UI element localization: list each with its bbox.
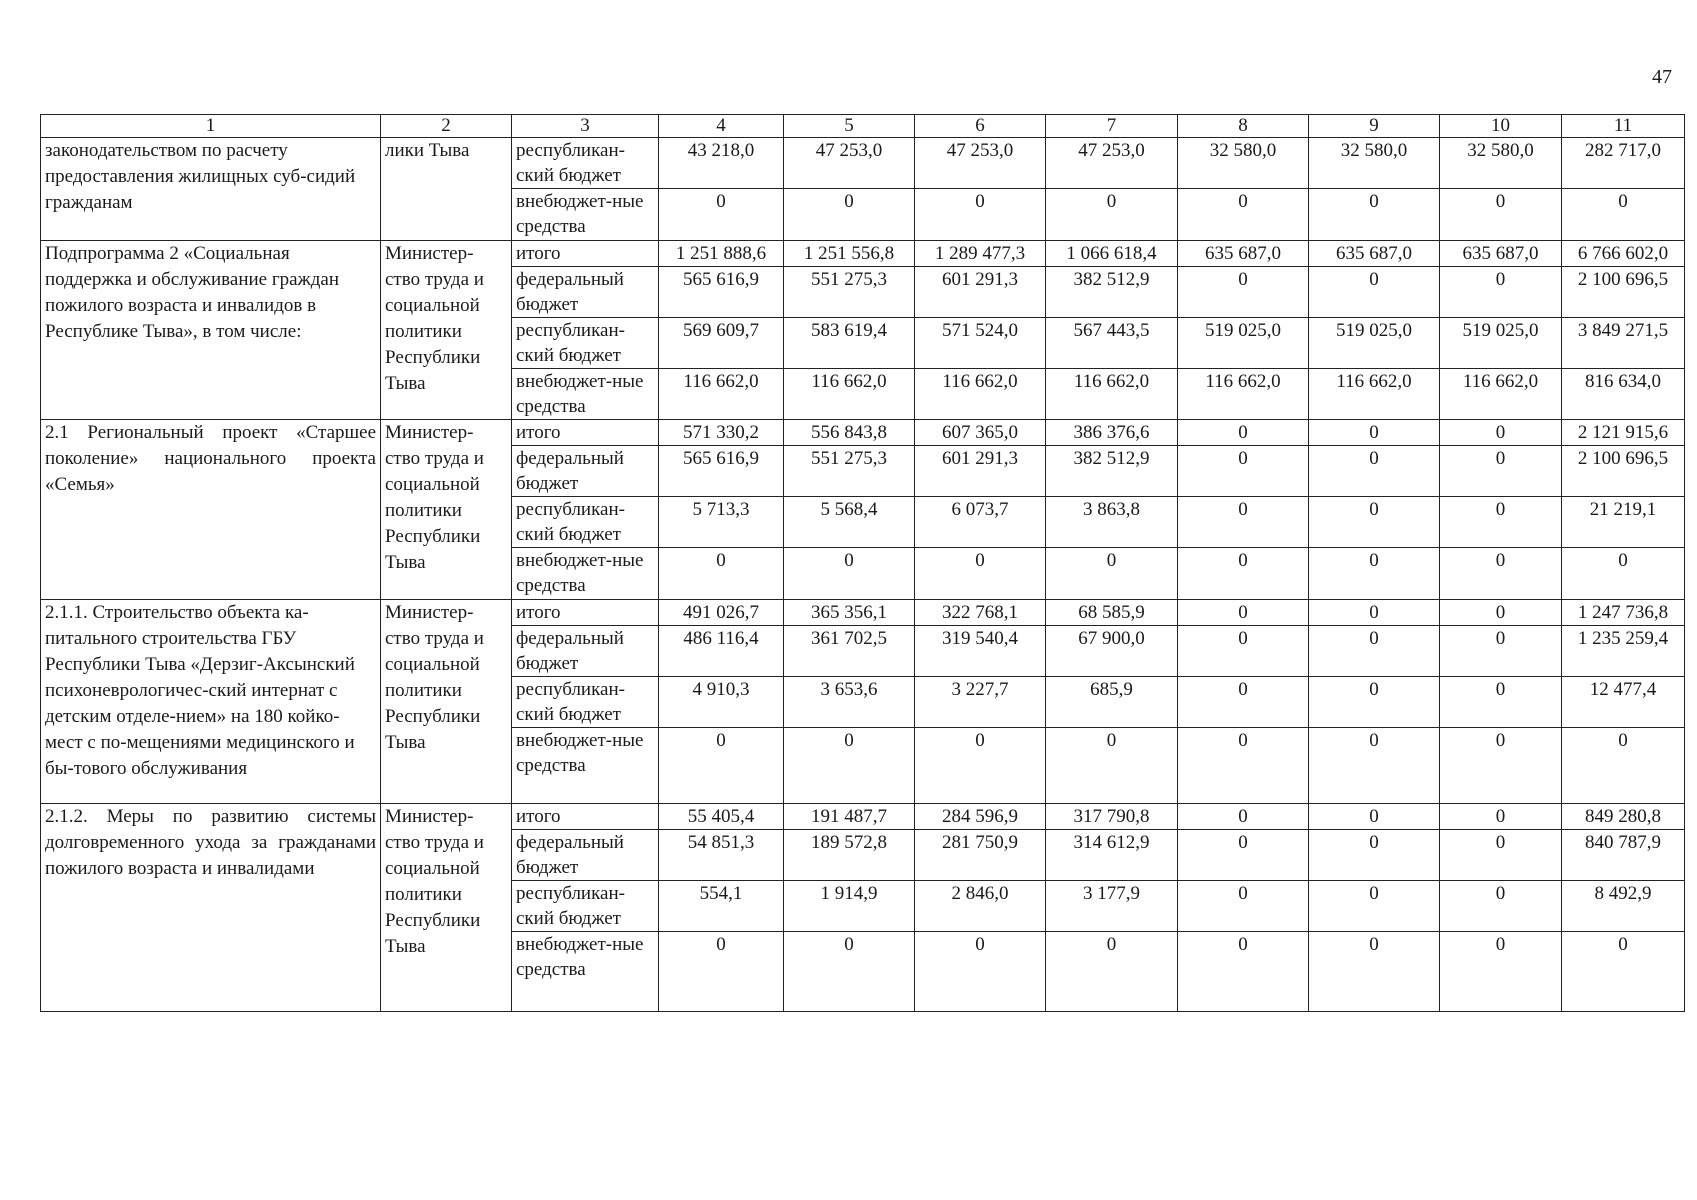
value-cell: 0 xyxy=(1309,626,1440,677)
value-cell: 551 275,3 xyxy=(784,267,915,318)
page-number: 47 xyxy=(1652,66,1672,88)
value-cell: 607 365,0 xyxy=(915,420,1046,446)
value-cell: 382 512,9 xyxy=(1046,446,1178,497)
value-cell: 0 xyxy=(784,932,915,1012)
value-cell: 0 xyxy=(784,189,915,241)
value-cell: 314 612,9 xyxy=(1046,830,1178,881)
value-cell: 0 xyxy=(915,728,1046,804)
value-cell: 12 477,4 xyxy=(1562,677,1685,728)
value-cell: 0 xyxy=(1178,548,1309,600)
value-cell: 0 xyxy=(1178,881,1309,932)
value-cell: 0 xyxy=(1562,189,1685,241)
value-cell: 116 662,0 xyxy=(915,369,1046,420)
value-cell: 685,9 xyxy=(1046,677,1178,728)
value-cell: 2 846,0 xyxy=(915,881,1046,932)
funding-source: внебюджет-ные средства xyxy=(512,189,659,241)
value-cell: 284 596,9 xyxy=(915,804,1046,830)
value-cell: 67 900,0 xyxy=(1046,626,1178,677)
value-cell: 0 xyxy=(1309,446,1440,497)
value-cell: 840 787,9 xyxy=(1562,830,1685,881)
value-cell: 189 572,8 xyxy=(784,830,915,881)
value-cell: 569 609,7 xyxy=(659,318,784,369)
value-cell: 0 xyxy=(784,728,915,804)
value-cell: 6 766 602,0 xyxy=(1562,241,1685,267)
value-cell: 0 xyxy=(1440,626,1562,677)
value-cell: 0 xyxy=(1178,267,1309,318)
value-cell: 0 xyxy=(1309,677,1440,728)
value-cell: 0 xyxy=(1178,728,1309,804)
value-cell: 32 580,0 xyxy=(1309,138,1440,189)
value-cell: 551 275,3 xyxy=(784,446,915,497)
value-cell: 0 xyxy=(1178,189,1309,241)
value-cell: 0 xyxy=(915,189,1046,241)
value-cell: 0 xyxy=(1440,420,1562,446)
funding-source: внебюджет-ные средства xyxy=(512,932,659,1012)
value-cell: 571 330,2 xyxy=(659,420,784,446)
value-cell: 0 xyxy=(659,932,784,1012)
funding-source: внебюджет-ные средства xyxy=(512,548,659,600)
value-cell: 0 xyxy=(1178,420,1309,446)
column-number: 8 xyxy=(1178,115,1309,138)
value-cell: 0 xyxy=(1309,804,1440,830)
value-cell: 5 713,3 xyxy=(659,497,784,548)
value-cell: 1 247 736,8 xyxy=(1562,600,1685,626)
funding-source: республикан-ский бюджет xyxy=(512,677,659,728)
value-cell: 0 xyxy=(1046,728,1178,804)
value-cell: 601 291,3 xyxy=(915,267,1046,318)
funding-source: итого xyxy=(512,804,659,830)
funding-source: итого xyxy=(512,241,659,267)
value-cell: 322 768,1 xyxy=(915,600,1046,626)
value-cell: 6 073,7 xyxy=(915,497,1046,548)
value-cell: 0 xyxy=(1440,189,1562,241)
value-cell: 0 xyxy=(1178,446,1309,497)
value-cell: 116 662,0 xyxy=(1440,369,1562,420)
value-cell: 816 634,0 xyxy=(1562,369,1685,420)
table-row xyxy=(41,420,1685,446)
value-cell: 68 585,9 xyxy=(1046,600,1178,626)
value-cell: 1 235 259,4 xyxy=(1562,626,1685,677)
value-cell: 0 xyxy=(1440,728,1562,804)
value-cell: 571 524,0 xyxy=(915,318,1046,369)
value-cell: 0 xyxy=(1440,881,1562,932)
value-cell: 0 xyxy=(1046,932,1178,1012)
value-cell: 0 xyxy=(1178,804,1309,830)
value-cell: 0 xyxy=(1046,548,1178,600)
table-row xyxy=(41,600,1685,626)
value-cell: 583 619,4 xyxy=(784,318,915,369)
funding-source: федеральный бюджет xyxy=(512,446,659,497)
value-cell: 554,1 xyxy=(659,881,784,932)
value-cell: 1 251 556,8 xyxy=(784,241,915,267)
value-cell: 0 xyxy=(1309,932,1440,1012)
value-cell: 3 849 271,5 xyxy=(1562,318,1685,369)
row-description: 2.1 Региональный проект «Старшее поколение» национального проекта «Семья» xyxy=(41,420,381,600)
value-cell: 0 xyxy=(784,548,915,600)
value-cell: 0 xyxy=(659,189,784,241)
value-cell: 282 717,0 xyxy=(1562,138,1685,189)
funding-source: внебюджет-ные средства xyxy=(512,728,659,804)
column-number: 4 xyxy=(659,115,784,138)
value-cell: 386 376,6 xyxy=(1046,420,1178,446)
value-cell: 567 443,5 xyxy=(1046,318,1178,369)
value-cell: 0 xyxy=(1440,497,1562,548)
value-cell: 116 662,0 xyxy=(1178,369,1309,420)
value-cell: 0 xyxy=(1562,932,1685,1012)
row-executor: Министер-ство труда и социальной политики Республики Тыва xyxy=(381,241,512,420)
value-cell: 3 653,6 xyxy=(784,677,915,728)
value-cell: 47 253,0 xyxy=(915,138,1046,189)
value-cell: 55 405,4 xyxy=(659,804,784,830)
value-cell: 191 487,7 xyxy=(784,804,915,830)
value-cell: 2 100 696,5 xyxy=(1562,446,1685,497)
row-executor: лики Тыва xyxy=(381,138,512,241)
value-cell: 0 xyxy=(1309,548,1440,600)
value-cell: 0 xyxy=(1178,600,1309,626)
value-cell: 0 xyxy=(1440,446,1562,497)
value-cell: 382 512,9 xyxy=(1046,267,1178,318)
funding-source: федеральный бюджет xyxy=(512,626,659,677)
funding-source: итого xyxy=(512,420,659,446)
row-executor: Министер-ство труда и социальной политики Республики Тыва xyxy=(381,804,512,1012)
value-cell: 0 xyxy=(1440,932,1562,1012)
value-cell: 361 702,5 xyxy=(784,626,915,677)
column-number-row xyxy=(41,115,1685,138)
value-cell: 519 025,0 xyxy=(1309,318,1440,369)
value-cell: 5 568,4 xyxy=(784,497,915,548)
value-cell: 0 xyxy=(1440,600,1562,626)
value-cell: 32 580,0 xyxy=(1178,138,1309,189)
value-cell: 47 253,0 xyxy=(1046,138,1178,189)
funding-source: республикан-ский бюджет xyxy=(512,881,659,932)
value-cell: 0 xyxy=(915,548,1046,600)
row-description: Подпрограмма 2 «Социальная поддержка и обслуживание граждан пожилого возраста и инвалидов в Республике Тыва», в том числе: xyxy=(41,241,381,420)
value-cell: 319 540,4 xyxy=(915,626,1046,677)
table-row xyxy=(41,138,1685,189)
value-cell: 519 025,0 xyxy=(1440,318,1562,369)
column-number: 7 xyxy=(1046,115,1178,138)
value-cell: 1 251 888,6 xyxy=(659,241,784,267)
value-cell: 2 100 696,5 xyxy=(1562,267,1685,318)
value-cell: 116 662,0 xyxy=(1309,369,1440,420)
value-cell: 281 750,9 xyxy=(915,830,1046,881)
value-cell: 365 356,1 xyxy=(784,600,915,626)
value-cell: 1 066 618,4 xyxy=(1046,241,1178,267)
value-cell: 0 xyxy=(1440,804,1562,830)
value-cell: 0 xyxy=(1309,267,1440,318)
value-cell: 3 177,9 xyxy=(1046,881,1178,932)
value-cell: 2 121 915,6 xyxy=(1562,420,1685,446)
value-cell: 565 616,9 xyxy=(659,446,784,497)
value-cell: 0 xyxy=(1440,548,1562,600)
value-cell: 116 662,0 xyxy=(1046,369,1178,420)
value-cell: 0 xyxy=(1440,677,1562,728)
column-number: 3 xyxy=(512,115,659,138)
table-row xyxy=(41,804,1685,830)
value-cell: 0 xyxy=(1309,600,1440,626)
value-cell: 0 xyxy=(1309,497,1440,548)
value-cell: 43 218,0 xyxy=(659,138,784,189)
value-cell: 601 291,3 xyxy=(915,446,1046,497)
funding-source: республикан-ский бюджет xyxy=(512,138,659,189)
value-cell: 0 xyxy=(1178,626,1309,677)
value-cell: 116 662,0 xyxy=(659,369,784,420)
column-number: 6 xyxy=(915,115,1046,138)
value-cell: 519 025,0 xyxy=(1178,318,1309,369)
value-cell: 849 280,8 xyxy=(1562,804,1685,830)
value-cell: 0 xyxy=(1046,189,1178,241)
value-cell: 3 227,7 xyxy=(915,677,1046,728)
value-cell: 47 253,0 xyxy=(784,138,915,189)
row-description: 2.1.1. Строительство объекта ка-питального строительства ГБУ Республики Тыва «Дерзиг-Аксынский психоневрологичес-ский интернат с детским отделе-нием» на 180 койко-мест с по-мещениями медицинского и бы-тового обслуживания xyxy=(41,600,381,804)
value-cell: 0 xyxy=(1440,267,1562,318)
column-number: 1 xyxy=(41,115,381,138)
funding-source: федеральный бюджет xyxy=(512,830,659,881)
funding-source: федеральный бюджет xyxy=(512,267,659,318)
value-cell: 565 616,9 xyxy=(659,267,784,318)
column-number: 2 xyxy=(381,115,512,138)
funding-source: итого xyxy=(512,600,659,626)
value-cell: 3 863,8 xyxy=(1046,497,1178,548)
value-cell: 0 xyxy=(1309,728,1440,804)
funding-source: республикан-ский бюджет xyxy=(512,497,659,548)
value-cell: 556 843,8 xyxy=(784,420,915,446)
budget-table xyxy=(40,114,1685,1012)
value-cell: 21 219,1 xyxy=(1562,497,1685,548)
row-description: 2.1.2. Меры по развитию системы долговременного ухода за гражданами пожилого возраста и инвалидами xyxy=(41,804,381,1012)
value-cell: 635 687,0 xyxy=(1309,241,1440,267)
value-cell: 1 289 477,3 xyxy=(915,241,1046,267)
value-cell: 0 xyxy=(1178,677,1309,728)
value-cell: 32 580,0 xyxy=(1440,138,1562,189)
column-number: 5 xyxy=(784,115,915,138)
value-cell: 8 492,9 xyxy=(1562,881,1685,932)
column-number: 9 xyxy=(1309,115,1440,138)
value-cell: 0 xyxy=(915,932,1046,1012)
value-cell: 0 xyxy=(1562,728,1685,804)
value-cell: 0 xyxy=(1178,830,1309,881)
funding-source: республикан-ский бюджет xyxy=(512,318,659,369)
value-cell: 486 116,4 xyxy=(659,626,784,677)
value-cell: 0 xyxy=(1562,548,1685,600)
funding-source: внебюджет-ные средства xyxy=(512,369,659,420)
value-cell: 0 xyxy=(1309,420,1440,446)
value-cell: 0 xyxy=(1309,881,1440,932)
value-cell: 116 662,0 xyxy=(784,369,915,420)
value-cell: 0 xyxy=(1440,830,1562,881)
value-cell: 317 790,8 xyxy=(1046,804,1178,830)
value-cell: 1 914,9 xyxy=(784,881,915,932)
value-cell: 491 026,7 xyxy=(659,600,784,626)
value-cell: 635 687,0 xyxy=(1178,241,1309,267)
row-executor: Министер-ство труда и социальной политики Республики Тыва xyxy=(381,600,512,804)
value-cell: 0 xyxy=(659,728,784,804)
value-cell: 0 xyxy=(659,548,784,600)
value-cell: 0 xyxy=(1309,189,1440,241)
value-cell: 0 xyxy=(1178,932,1309,1012)
table-row xyxy=(41,241,1685,267)
value-cell: 635 687,0 xyxy=(1440,241,1562,267)
value-cell: 4 910,3 xyxy=(659,677,784,728)
column-number: 11 xyxy=(1562,115,1685,138)
column-number: 10 xyxy=(1440,115,1562,138)
value-cell: 0 xyxy=(1178,497,1309,548)
row-executor: Министер-ство труда и социальной политики Республики Тыва xyxy=(381,420,512,600)
row-description: законодательством по расчету предоставления жилищных суб-сидий гражданам xyxy=(41,138,381,241)
value-cell: 0 xyxy=(1309,830,1440,881)
value-cell: 54 851,3 xyxy=(659,830,784,881)
